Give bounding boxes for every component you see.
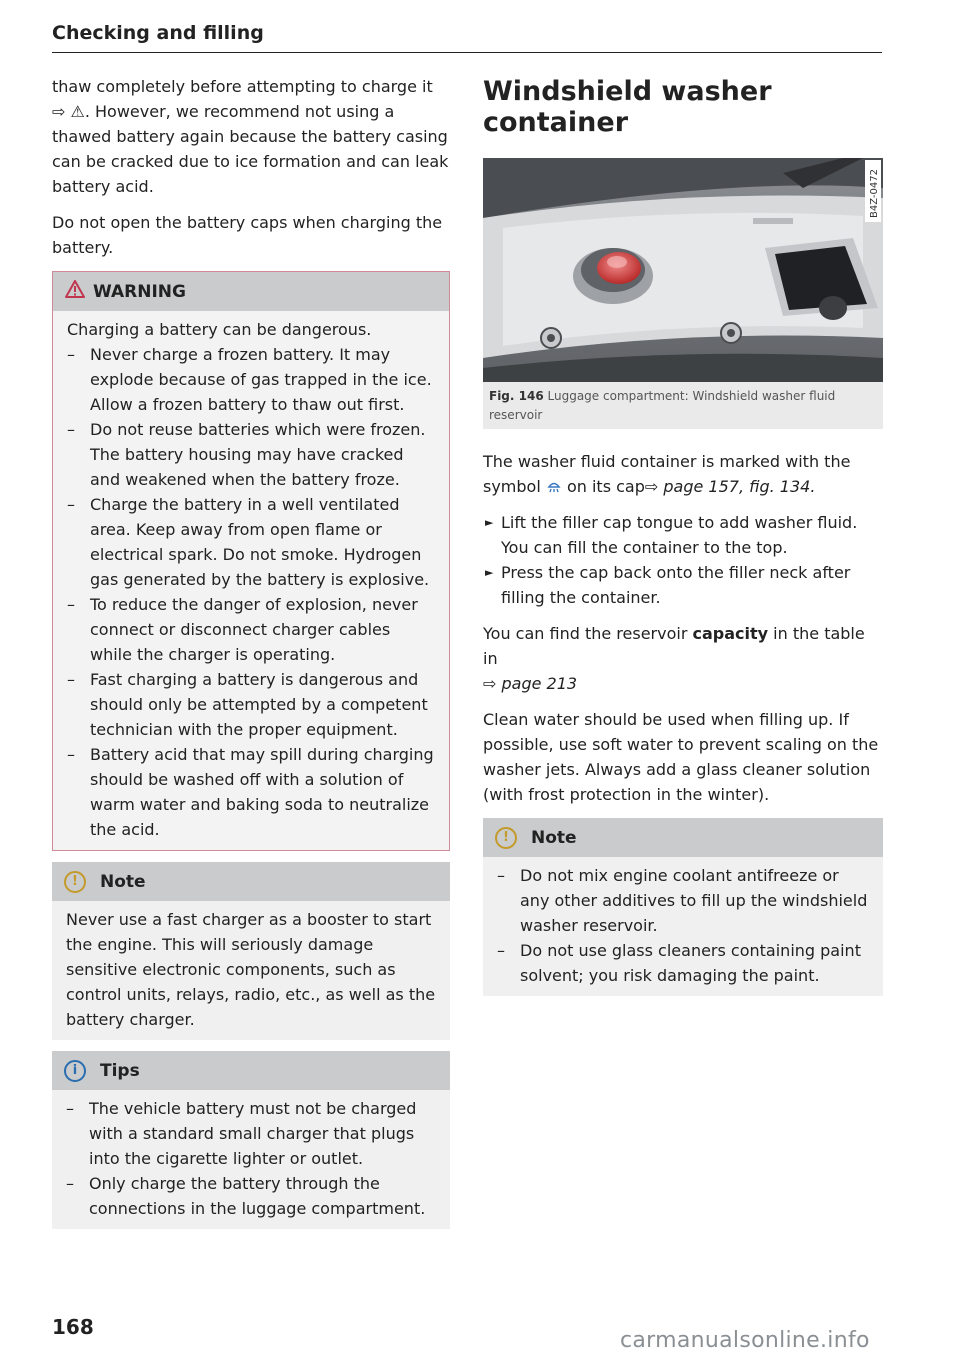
tips-body (52, 1090, 450, 1229)
luggage-compartment-illustration (483, 158, 883, 382)
note-header-left (52, 862, 450, 901)
warning-header (53, 272, 449, 311)
warning-item-text: Fast charging a battery is dangerous and should only be attempted by a competent technician with the proper equipment. (90, 670, 428, 739)
right-paragraph-2-b: in the table in (483, 624, 865, 668)
exclamation-circle-icon: ! (495, 827, 517, 849)
warning-item-text: Charge the battery in a well ventilated area. Keep away from open flame or electrical spark. Do not smoke. Hydrogen gas generated by the battery is explosive. (90, 495, 430, 589)
warning-item: – Do not reuse batteries which were frozen. The battery housing may have cracked and weakened when the battery froze. (67, 420, 426, 489)
tips-box (52, 1051, 450, 1229)
warning-item-text: Do not reuse batteries which were frozen. The battery housing may have cracked and weakened when the battery froze. (90, 420, 426, 489)
warning-box (52, 271, 450, 851)
note-header-right (483, 818, 883, 857)
info-circle-icon: i (64, 1060, 86, 1082)
page-header-title: Checking and filling (52, 22, 264, 44)
right-paragraph-2-a: You can find the reservoir (483, 624, 688, 643)
figure-caption (483, 382, 883, 429)
figure (483, 158, 883, 429)
capacity-keyword: capacity (692, 624, 769, 643)
tips-title: Tips (100, 1060, 140, 1081)
note-title-left: Note (100, 871, 146, 892)
right-paragraph-2 (483, 621, 883, 696)
note-item-text: Do not mix engine coolant antifreeze or any other additives to fill up the windshield washer reservoir. (520, 866, 868, 935)
page-reference-link[interactable]: ⇨ page 157, fig. 134. (644, 477, 816, 496)
tips-item-text: Only charge the battery through the connections in the luggage compartment. (89, 1174, 426, 1218)
note-body-right (483, 857, 883, 996)
right-paragraph-3: Clean water should be used when filling up. If possible, use soft water to prevent scaling on the washer jets. Always add a glass cleaner solution (with frost protection in the winter). (483, 710, 879, 804)
right-paragraph-1 (483, 449, 883, 499)
watermark: carmanualsonline.info (620, 1328, 870, 1353)
instruction-bullet-text: Lift the filler cap tongue to add washer fluid. You can fill the container to the top. (501, 513, 858, 557)
warning-item-text: Never charge a frozen battery. It may explode because of gas trapped in the ice. Allow a frozen battery to thaw out first. (90, 345, 432, 414)
left-paragraph-2: Do not open the battery caps when charging the battery. (52, 213, 443, 257)
right-column (483, 74, 883, 996)
note-item: – Do not mix engine coolant antifreeze or any other additives to fill up the windshield washer reservoir. (497, 866, 868, 935)
warning-body (53, 311, 449, 850)
note-box-left (52, 862, 450, 1040)
figure-caption-label: Fig. 146 (489, 389, 544, 403)
exclamation-circle-icon: ! (64, 871, 86, 893)
warning-intro: Charging a battery can be dangerous. (67, 320, 372, 339)
section-title: Windshield washer container (483, 76, 772, 138)
note-title-right: Note (531, 827, 577, 848)
warning-item: – Battery acid that may spill during charging should be washed off with a solution of warm water and baking soda to neutralize the acid. (67, 745, 434, 839)
warning-item-text: Battery acid that may spill during charging should be washed off with a solution of warm water and baking soda to neutralize the acid. (90, 745, 434, 839)
instruction-bullet: ► Lift the filler cap tongue to add washer fluid. You can fill the container to the top. (485, 513, 858, 557)
tips-header (52, 1051, 450, 1090)
page-reference-link-2[interactable]: ⇨ page 213 (483, 674, 578, 693)
tips-item: – The vehicle battery must not be charged with a standard small charger that plugs into the cigarette lighter or outlet. (66, 1099, 417, 1168)
figure-caption-text: Luggage compartment: Windshield washer fluid reservoir (489, 389, 836, 422)
washer-fluid-icon (546, 477, 567, 496)
warning-title: WARNING (93, 281, 186, 302)
note-item: – Do not use glass cleaners containing paint solvent; you risk damaging the paint. (497, 941, 861, 985)
right-paragraph-1-a: The washer fluid container is marked with the symbol (483, 452, 851, 496)
warning-item-text: To reduce the danger of explosion, never connect or disconnect charger cables while the charger is operating. (90, 595, 418, 664)
tips-item: – Only charge the battery through the connections in the luggage compartment. (66, 1174, 426, 1218)
tips-item-text: The vehicle battery must not be charged with a standard small charger that plugs into the cigarette lighter or outlet. (89, 1099, 417, 1168)
instruction-bullet-text: Press the cap back onto the filler neck after filling the container. (501, 563, 851, 607)
note-body-left: Never use a fast charger as a booster to start the engine. This will seriously damage sensitive electronic components, such as control units, relays, radio, etc., as well as the battery charger. (52, 901, 450, 1040)
warning-item: – Never charge a frozen battery. It may explode because of gas trapped in the ice. Allow a frozen battery to thaw out first. (67, 345, 432, 414)
warning-triangle-icon (65, 280, 85, 303)
instruction-bullet: ► Press the cap back onto the filler neck after filling the container. (485, 563, 851, 607)
header-rule (52, 52, 882, 53)
page-number: 168 (52, 1315, 94, 1339)
left-paragraph-1: thaw completely before attempting to charge it ⇨ ⚠. However, we recommend not using a thawed battery again because the battery casing can be cracked due to ice formation and can leak battery acid. (52, 77, 449, 196)
warning-item: – To reduce the danger of explosion, never connect or disconnect charger cables while the charger is operating. (67, 595, 418, 664)
warning-item: – Charge the battery in a well ventilated area. Keep away from open flame or electrical spark. Do not smoke. Hydrogen gas generated by the battery is explosive. (67, 495, 430, 589)
warning-item: – Fast charging a battery is dangerous and should only be attempted by a competent technician with the proper equipment. (67, 670, 428, 739)
note-box-right (483, 818, 883, 996)
figure-code: B4Z-0472 (869, 169, 880, 218)
left-column (52, 74, 450, 1229)
right-paragraph-1-b: on its cap (566, 477, 645, 496)
note-item-text: Do not use glass cleaners containing paint solvent; you risk damaging the paint. (520, 941, 861, 985)
